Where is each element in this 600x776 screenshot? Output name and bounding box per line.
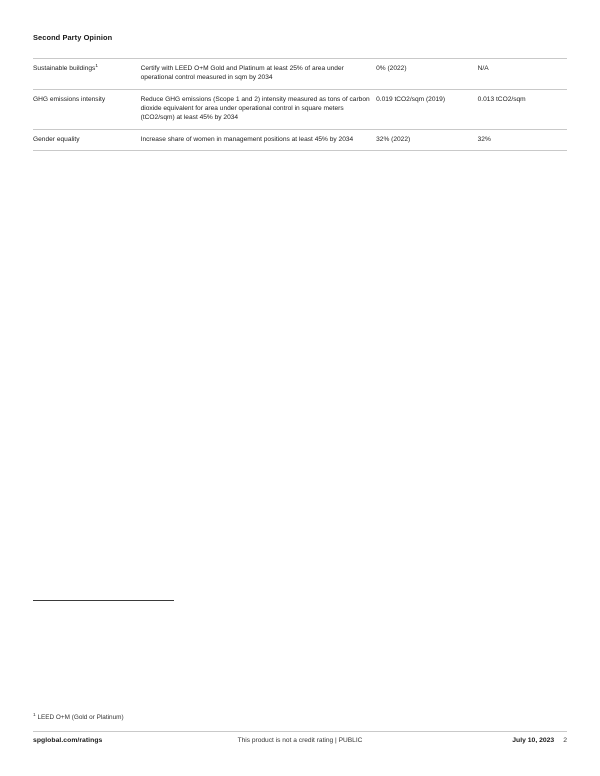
kpi-table [33,58,567,151]
footer-date: July 10, 2023 [512,737,555,744]
table-cell-baseline: 0% (2022) [376,59,478,90]
page-footer [33,731,567,750]
table-cell-latest: 0.013 tCO2/sqm [478,89,567,129]
table-cell-target: Increase share of women in management positions at least 45% by 2034 [141,129,377,150]
table-cell-latest: N/A [478,59,567,90]
footer-date-and-page [512,737,567,744]
table-cell-target: Reduce GHG emissions (Scope 1 and 2) intensity measured as tons of carbon dioxide equivalent for area under operational control in square meters (tCO2/sqm) at least 45% by 2034 [141,89,377,129]
table-cell-baseline: 0.019 tCO2/sqm (2019) [376,89,478,129]
page-number: 2 [563,737,567,744]
footnote-marker-icon: 1 [33,712,36,718]
table-row [33,89,567,129]
table-cell-latest: 32% [478,129,567,150]
table-cell-target: Certify with LEED O+M Gold and Platinum at least 25% of area under operational control measured in sqm by 2034 [141,59,377,90]
footnote-text: LEED O+M (Gold or Platinum) [35,714,124,721]
table-row [33,59,567,90]
page-title: Second Party Opinion [33,33,113,42]
table-row [33,129,567,150]
footnote-divider [33,600,174,601]
footnote-marker: 1 [95,63,98,69]
table-cell-kpi: Gender equality [33,129,141,150]
table-cell-baseline: 32% (2022) [376,129,478,150]
table-cell-kpi [33,59,141,90]
kpi-label: Sustainable buildings [33,65,96,72]
table-cell-kpi: GHG emissions intensity [33,89,141,129]
footnote [33,714,124,722]
footer-disclaimer: This product is not a credit rating | PUBLIC [237,737,363,744]
footer-site-link[interactable]: spglobal.com/ratings [33,737,103,744]
